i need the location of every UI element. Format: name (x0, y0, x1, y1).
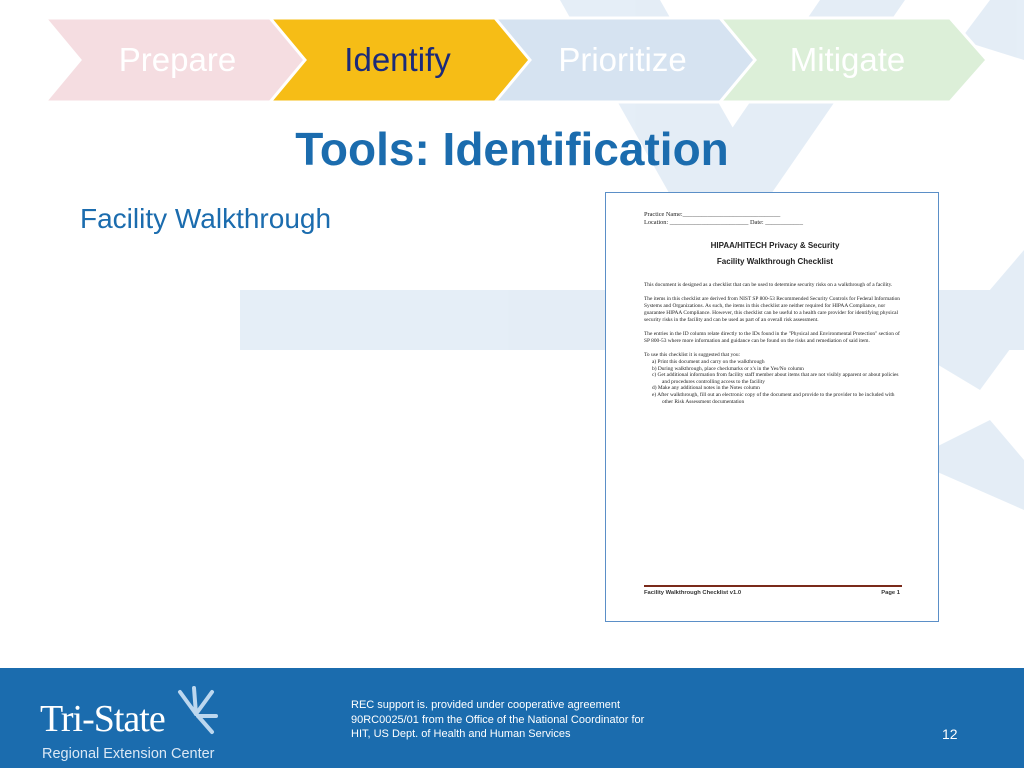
practice-name-line: Practice Name:_______________________________ (644, 211, 781, 218)
document-footer-rule (644, 585, 902, 587)
list-item: e) After walkthrough, fill out an electronic copy of the document and provide to the provider to be included with other Risk Assessment documentation (652, 391, 895, 405)
document-title: HIPAA/HITECH Privacy & Security (710, 241, 840, 250)
page-number: 12 (942, 726, 958, 742)
document-subtitle: Facility Walkthrough Checklist (716, 257, 834, 266)
list-item: a) Print this document and carry on the walkthrough (652, 359, 765, 365)
logo-name: Tri-State (40, 698, 165, 740)
document-paragraph: The entries in the ID column relate directly to the IDs found in the "Physical and Environmental Protection" section of SP 800-53 where more information and guidance can be found on the risks and remediation of said item. (644, 331, 900, 344)
document-footer-version: Facility Walkthrough Checklist v1.0 (644, 590, 742, 596)
document-paragraph: The items in this checklist are derived from NIST SP 800-53 Recommended Security Controls for Federal Information Systems and Organizations. As such, the items in this checklist are neither required for HIPAA Compliance, nor guarantee HIPAA Compliance. However, this checklist can be useful to a health care provider for identifying physical security risks in the facility and can be used as part of an overall risk assessment. (644, 296, 900, 323)
slide-subtitle: Facility Walkthrough (80, 203, 332, 234)
footer-band (0, 668, 1024, 768)
step-prioritize-label: Prioritize (558, 41, 687, 78)
step-prepare-label: Prepare (118, 41, 237, 78)
star-burst-icon (168, 686, 218, 736)
document-footer-page: Page 1 (881, 590, 900, 596)
document-list-intro: To use this checklist it is suggested that you: (644, 352, 741, 358)
step-mitigate-label: Mitigate (789, 41, 906, 78)
location-date-line: Location: _________________________ Date: ____________ (644, 219, 803, 226)
list-item: d) Make any additional notes in the Notes column (652, 385, 760, 392)
funding-note: REC support is. provided under cooperative agreement 90RC0025/01 from the Office of the National Coordinator for HIT, US Dept. of Health and Human Services (351, 699, 645, 740)
step-identify-label: Identify (344, 41, 451, 78)
document-instruction-list (644, 359, 906, 405)
tri-state-logo (40, 686, 230, 766)
slide-title: Tools: Identification (295, 123, 729, 175)
list-item: b) During walkthrough, place checkmarks or x's in the Yes/No column (652, 365, 804, 372)
list-item: c) Get additional information from facility staff member about items that are not visibly apparent or about policies and procedures controlling access to the facility (652, 372, 899, 385)
logo-subtitle: Regional Extension Center (42, 746, 215, 762)
checklist-document-preview (605, 192, 939, 622)
document-paragraph: This document is designed as a checklist that can be used to determine security risks on a walkthrough of a facility. (644, 282, 893, 288)
